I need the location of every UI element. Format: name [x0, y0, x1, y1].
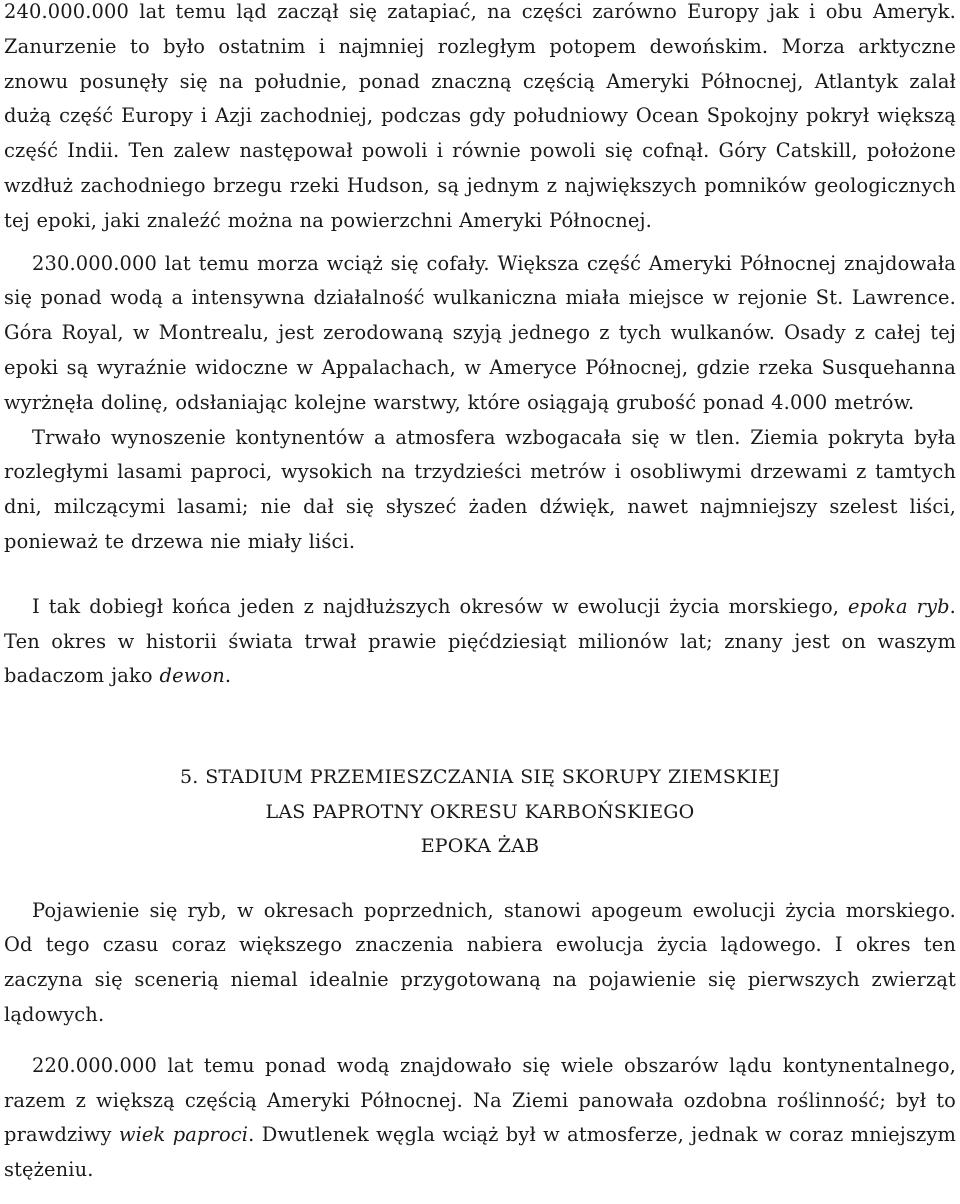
italic-term-wiek-paproci: wiek paproci	[118, 1123, 249, 1147]
text-segment: . Dwutlenek węgla wciąż był w atmosferze, jednak w coraz mniejszym stężeniu.	[4, 1123, 956, 1182]
heading-line-2: LAS PAPROTNY OKRESU KARBOŃSKIEGO	[265, 800, 695, 823]
text-segment: I tak dobiegł końca jeden z najdłuższych okresów w ewolucji życia morskiego,	[32, 594, 849, 618]
italic-term-epoka-ryb: epoka ryb	[848, 594, 950, 618]
paragraph-age-of-ferns	[4, 1049, 956, 1188]
paragraph-seas-receding: 230.000.000 lat temu morza wciąż się cofały. Większa część Ameryki Północnej znajdowała się ponad wodą a intensywna działalność wulkaniczna miała miejsce w rejonie St. Lawrence. Góra Royal, w Montrealu, jest zerodowaną szyją jednego z tych wulkanów. Osady z całej tej epoki są wyraźnie widoczne w Appalachach, w Ameryce Północnej, gdzie rzeka Susquehanna wyrżnęła dolinę, odsłaniając kolejne warstwy, które osiągają grubość ponad 4.000 metrów.	[4, 251, 956, 414]
italic-term-dewon: dewon	[159, 664, 225, 688]
paragraph-land-life: Pojawienie się ryb, w okresach poprzednich, stanowi apogeum ewolucji życia morskiego. Od tego czasu coraz większego znaczenia nabiera ewolucja życia lądowego. I okres ten zaczyna się scenerią niemal idealnie przygotowaną na pojawienie się pierwszych zwierząt lądowych.	[4, 898, 956, 1027]
paragraph-continents-rising: Trwało wynoszenie kontynentów a atmosfera wzbogacała się w tlen. Ziemia pokryta była rozległymi lasami paproci, wysokich na trzydzieści metrów i osobliwymi drzewami z tamtych dni, milczącymi lasami; nie dał się słyszeć żaden dźwięk, nawet najmniejszy szelest liści, ponieważ te drzewa nie miały liści.	[4, 425, 956, 553]
text-segment: .	[224, 664, 232, 688]
heading-line-3: EPOKA ŻAB	[420, 835, 540, 858]
text-segment: 220.000.000 lat temu ponad wodą znajdowało się wiele obszarów lądu kontynentalnego, razem z większą częścią Ameryki Północnej. Na Ziemi panowała ozdobna roślinność; był to prawdziwy	[4, 1053, 956, 1147]
document-page	[4, 0, 956, 1188]
text-segment: . Ten okres w historii świata trwał prawie pięćdziesiąt milionów lat; znany jest on waszym badaczom jako	[4, 594, 956, 688]
heading-line-1: 5. STADIUM PRZEMIESZCZANIA SIĘ SKORUPY ZIEMSKIEJ	[179, 766, 781, 789]
paragraph-devonian-flood: 240.000.000 lat temu ląd zaczął się zatapiać, na części zarówno Europy jak i obu Ameryk. Zanurzenie to było ostatnim i najmniej rozległym potopem dewońskim. Morza arktyczne znowu posunęły się na południe, ponad znaczną częścią Ameryki Północnej, Atlantyk zalał dużą część Europy i Azji zachodniej, podczas gdy południowy Ocean Spokojny pokrył większą część Indii. Ten zalew następował powoli i równie powoli się cofnął. Góry Catskill, położone wzdłuż zachodniego brzegu rzeki Hudson, są jednym z największych pomników geologicznych tej epoki, jaki znaleźć można na powierzchni Ameryki Północnej.	[4, 0, 956, 232]
section-heading	[4, 760, 956, 864]
paragraph-end-of-fish-era	[4, 590, 956, 694]
